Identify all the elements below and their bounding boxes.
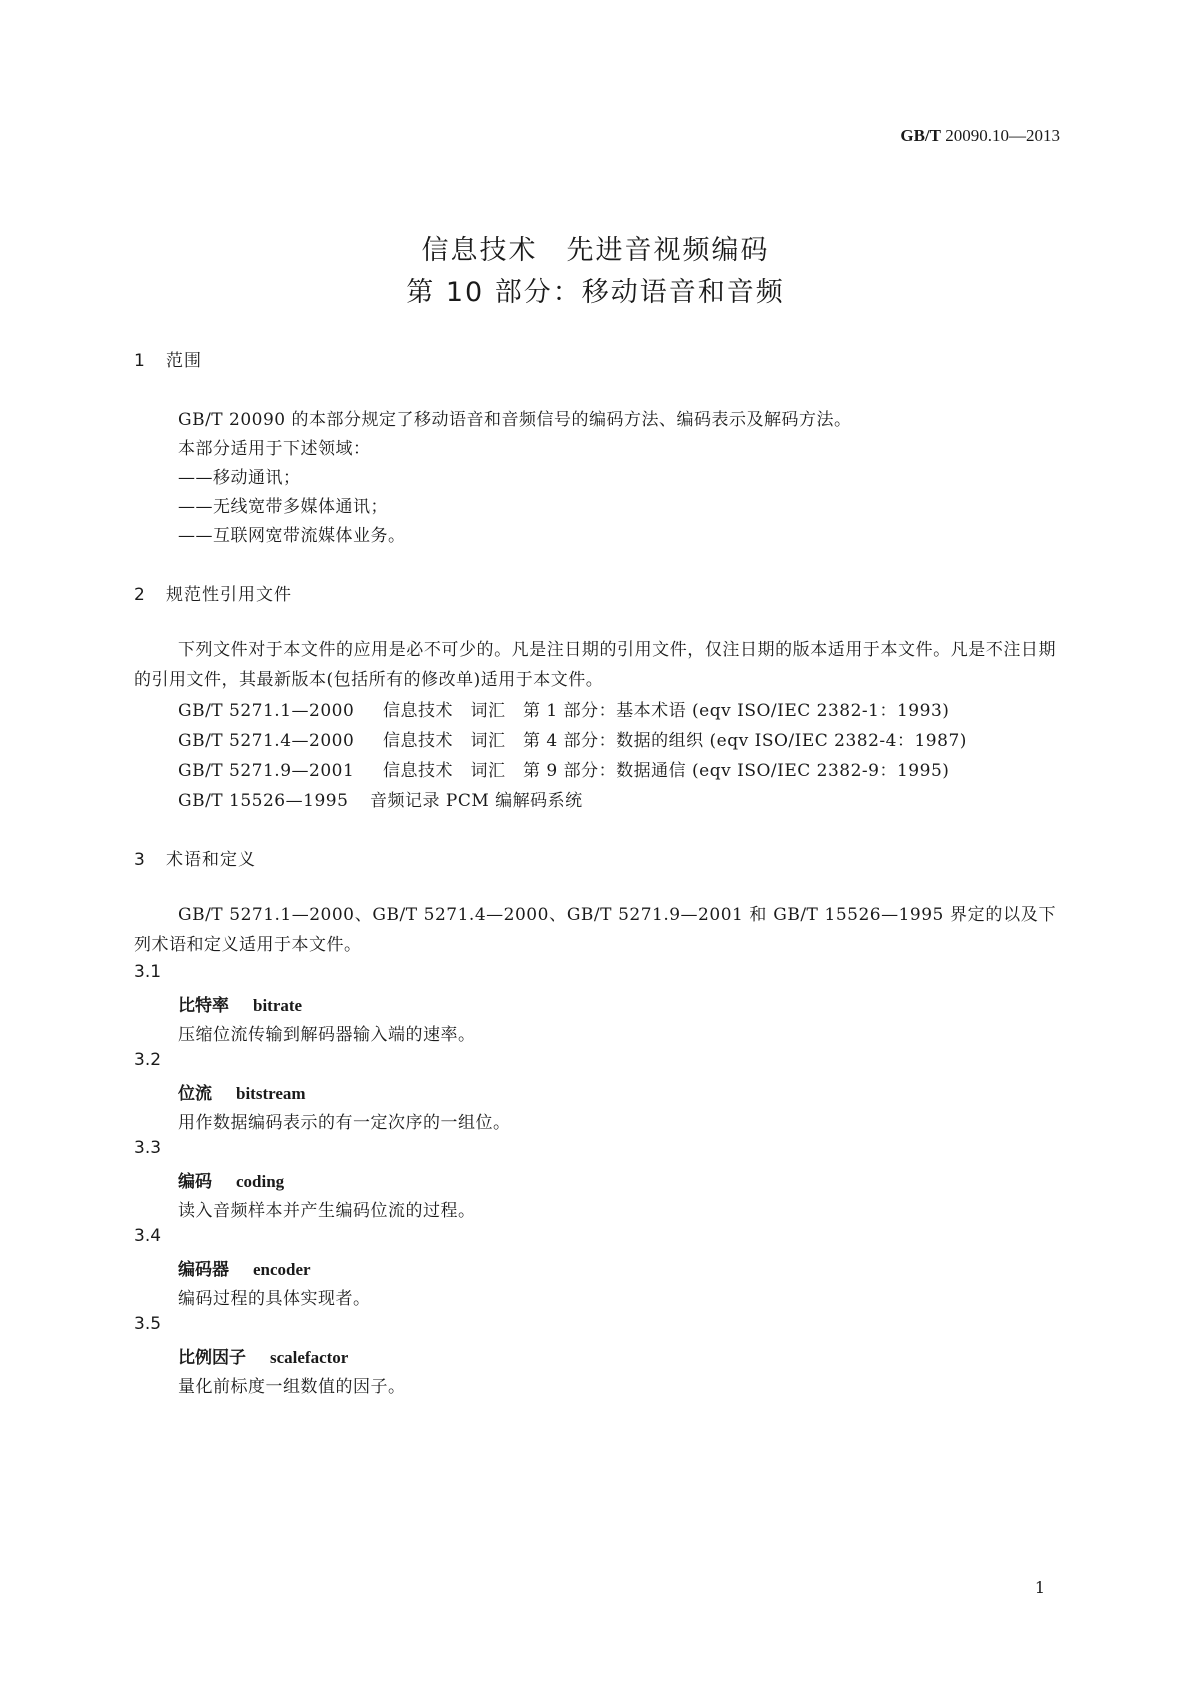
- scope-applicability: 本部分适用于下述领域：: [178, 439, 371, 459]
- term-number: 3.1: [134, 962, 162, 982]
- reference-title: 信息技术 词汇 第 4 部分：数据的组织 (eqv ISO/IEC 2382-4：1987): [383, 731, 967, 751]
- term-zh: 位流: [178, 1084, 212, 1104]
- term-definition: 编码过程的具体实现者。: [178, 1289, 371, 1309]
- list-item: ——无线宽带多媒体通讯；: [178, 497, 388, 517]
- section-number: 1: [134, 351, 146, 371]
- reference-title: 信息技术 词汇 第 1 部分：基本术语 (eqv ISO/IEC 2382-1：1993): [383, 701, 950, 721]
- term-zh: 比特率: [178, 996, 229, 1016]
- scope-paragraph: GB/T 20090 的本部分规定了移动语音和音频信号的编码方法、编码表示及解码方法。: [178, 410, 852, 430]
- section-number: 2: [134, 585, 146, 605]
- term-entry: [178, 1255, 311, 1280]
- reference-code: GB/T 5271.9—2001: [178, 761, 355, 781]
- reference-code: GB/T 15526—1995: [178, 791, 349, 811]
- term-en: bitstream: [236, 1084, 306, 1103]
- doc-title-line1: 信息技术 先进音视频编码: [421, 235, 770, 266]
- section-heading-scope: [134, 346, 202, 371]
- term-definition: 读入音频样本并产生编码位流的过程。: [178, 1201, 476, 1221]
- term-definition: 压缩位流传输到解码器输入端的速率。: [178, 1025, 476, 1045]
- term-number: 3.3: [134, 1138, 162, 1158]
- term-zh: 编码器: [178, 1260, 229, 1280]
- term-definition: 量化前标度一组数值的因子。: [178, 1377, 406, 1397]
- reference-code: GB/T 5271.4—2000: [178, 731, 355, 751]
- section-title: 规范性引用文件: [166, 585, 292, 605]
- standard-code: [900, 126, 1060, 146]
- reference-title: 音频记录 PCM 编解码系统: [370, 791, 583, 811]
- term-number: 3.4: [134, 1226, 162, 1246]
- term-en: scalefactor: [270, 1348, 349, 1367]
- section-number: 3: [134, 850, 146, 870]
- term-entry: [178, 1167, 284, 1192]
- section-heading-terms: [134, 845, 256, 870]
- reference-item: [178, 756, 949, 781]
- term-entry: [178, 991, 302, 1016]
- terms-intro: GB/T 5271.1—2000、GB/T 5271.4—2000、GB/T 5271.9—2001 和 GB/T 15526—1995 界定的以及下列术语和定义适用于本文件。: [134, 905, 1056, 955]
- section-title: 术语和定义: [166, 850, 256, 870]
- term-number: 3.2: [134, 1050, 162, 1070]
- term-zh: 比例因子: [178, 1348, 246, 1368]
- section-title: 范围: [166, 351, 202, 371]
- normative-intro: 下列文件对于本文件的应用是必不可少的。凡是注日期的引用文件，仅注日期的版本适用于本文件。凡是不注日期的引用文件，其最新版本(包括所有的修改单)适用于本文件。: [134, 640, 1056, 690]
- term-en: bitrate: [253, 996, 303, 1015]
- reference-item: [178, 696, 949, 721]
- section-heading-normative: [134, 580, 292, 605]
- term-en: encoder: [253, 1260, 311, 1279]
- term-en: coding: [236, 1172, 285, 1191]
- term-number: 3.5: [134, 1314, 162, 1334]
- list-item: ——移动通讯；: [178, 468, 301, 488]
- term-entry: [178, 1343, 348, 1368]
- standard-number: 20090.10—2013: [945, 126, 1060, 145]
- term-entry: [178, 1079, 306, 1104]
- standard-prefix: GB/T: [900, 126, 941, 145]
- reference-code: GB/T 5271.1—2000: [178, 701, 355, 721]
- reference-item: [178, 786, 583, 811]
- reference-title: 信息技术 词汇 第 9 部分：数据通信 (eqv ISO/IEC 2382-9：1995): [383, 761, 950, 781]
- page-number: 1: [1034, 1578, 1045, 1597]
- reference-item: [178, 726, 967, 751]
- doc-title-line2: 第 10 部分：移动语音和音频: [406, 277, 785, 308]
- term-zh: 编码: [178, 1172, 212, 1192]
- list-item: ——互联网宽带流媒体业务。: [178, 526, 406, 546]
- term-definition: 用作数据编码表示的有一定次序的一组位。: [178, 1113, 511, 1133]
